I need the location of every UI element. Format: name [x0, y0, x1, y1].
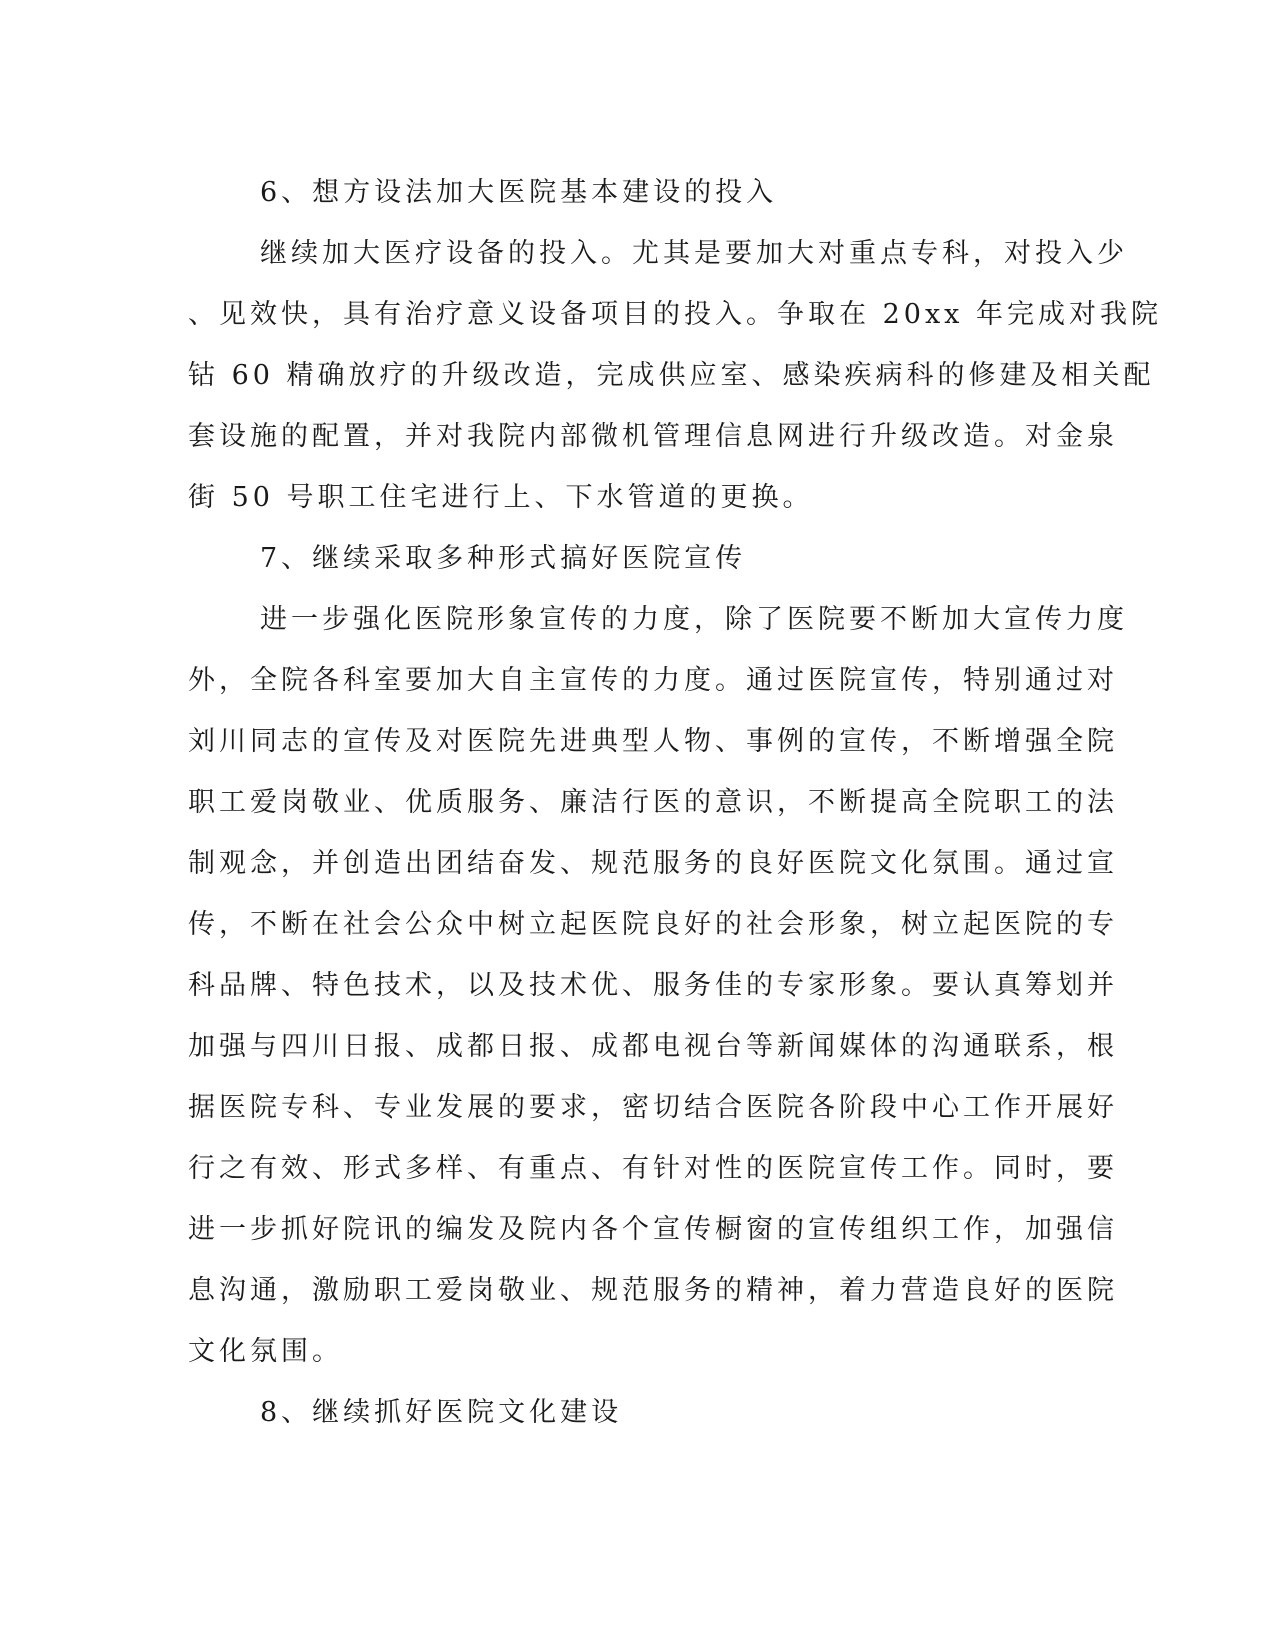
- paragraph-line: 刘川同志的宣传及对医院先进典型人物、事例的宣传，不断增强全院: [188, 726, 1118, 757]
- paragraph-line: 加强与四川日报、成都日报、成都电视台等新闻媒体的沟通联系，根: [188, 1031, 1118, 1062]
- section-heading-6: 6、想方设法加大医院基本建设的投入: [260, 177, 778, 208]
- paragraph-line: 进一步抓好院讯的编发及院内各个宣传橱窗的宣传组织工作，加强信: [188, 1214, 1118, 1245]
- paragraph-line: 科品牌、特色技术，以及技术优、服务佳的专家形象。要认真筹划并: [188, 970, 1118, 1001]
- paragraph-line: 、见效快，具有治疗意义设备项目的投入。争取在 20xx 年完成对我院: [188, 299, 1162, 330]
- section-heading-7: 7、继续采取多种形式搞好医院宣传: [260, 543, 747, 574]
- paragraph-line: 进一步强化医院形象宣传的力度，除了医院要不断加大宣传力度: [260, 604, 1128, 635]
- paragraph-line: 街 50 号职工住宅进行上、下水管道的更换。: [188, 482, 814, 513]
- paragraph-line: 文化氛围。: [188, 1336, 343, 1367]
- paragraph-line: 制观念，并创造出团结奋发、规范服务的良好医院文化氛围。通过宣: [188, 848, 1118, 879]
- paragraph-line: 传，不断在社会公众中树立起医院良好的社会形象，树立起医院的专: [188, 909, 1118, 940]
- section-heading-8: 8、继续抓好医院文化建设: [260, 1397, 623, 1428]
- paragraph-line: 息沟通，激励职工爱岗敬业、规范服务的精神，着力营造良好的医院: [188, 1275, 1118, 1306]
- paragraph-line: 外，全院各科室要加大自主宣传的力度。通过医院宣传，特别通过对: [188, 665, 1118, 696]
- paragraph-line: 行之有效、形式多样、有重点、有针对性的医院宣传工作。同时，要: [188, 1153, 1118, 1184]
- paragraph-line: 钴 60 精确放疗的升级改造，完成供应室、感染疾病科的修建及相关配: [188, 360, 1155, 391]
- paragraph-line: 套设施的配置，并对我院内部微机管理信息网进行升级改造。对金泉: [188, 421, 1118, 452]
- paragraph-line: 职工爱岗敬业、优质服务、廉洁行医的意识，不断提高全院职工的法: [188, 787, 1118, 818]
- document-body: [188, 162, 1162, 1443]
- paragraph-line: 继续加大医疗设备的投入。尤其是要加大对重点专科，对投入少: [260, 238, 1128, 269]
- paragraph-line: 据医院专科、专业发展的要求，密切结合医院各阶段中心工作开展好: [188, 1092, 1118, 1123]
